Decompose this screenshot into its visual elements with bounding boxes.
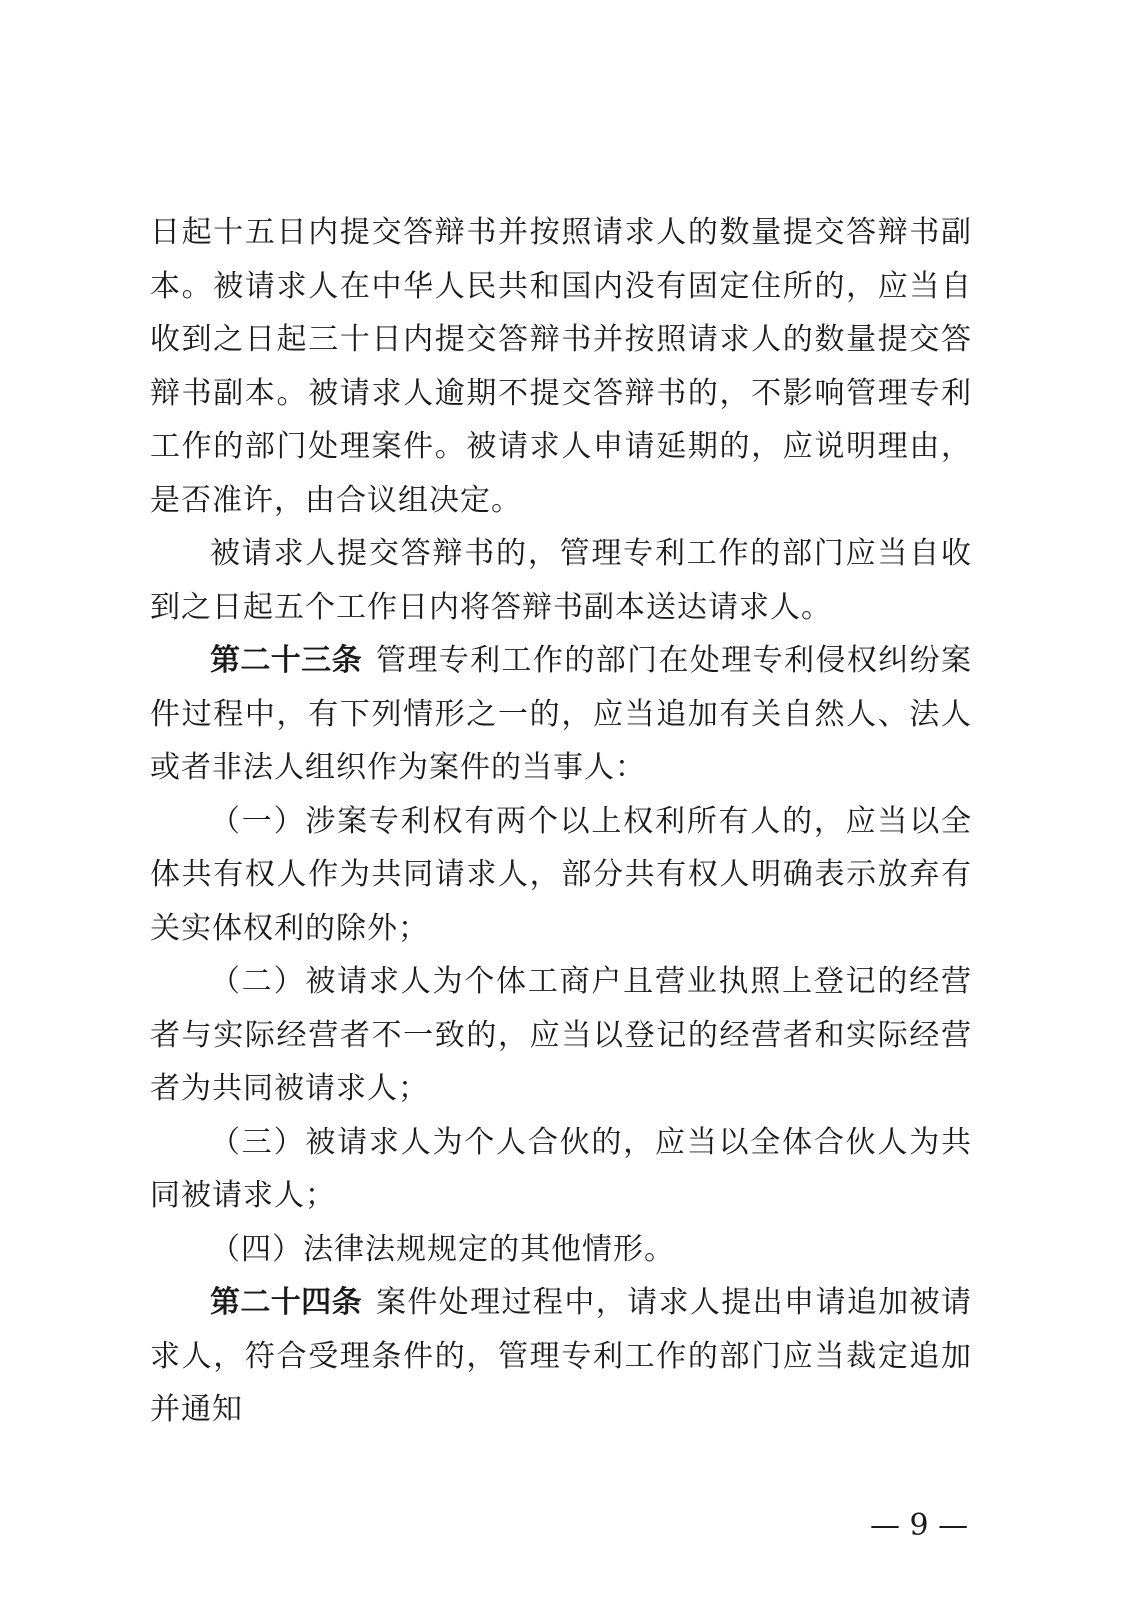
article-24-text: 案件处理过程中，请求人提出申请追加被请求人，符合受理条件的，管理专利工作的部门应当裁定追加并通知	[150, 1285, 973, 1427]
paragraph-article-23	[150, 634, 972, 795]
page-number: — 9 —	[870, 1508, 969, 1543]
list-item-1: （一）涉案专利权有两个以上权利所有人的，应当以全体共有权人作为共同请求人，部分共有权人明确表示放弃有关实体权利的除外；	[150, 803, 972, 946]
list-item-2: （二）被请求人为个体工商户且营业执照上登记的经营者与实际经营者不一致的，应当以登记的经营者和实际经营者为共同被请求人；	[150, 964, 972, 1106]
list-item-4: （四）法律法规规定的其他情形。	[210, 1231, 675, 1267]
paragraph-reply-delivery: 被请求人提交答辩书的，管理专利工作的部门应当自收到之日起五个工作日内将答辩书副本送达请求人。	[150, 536, 972, 625]
list-item-3: （三）被请求人为个人合伙的，应当以全体合伙人为共同被请求人；	[150, 1124, 972, 1213]
paragraph-article-24	[150, 1276, 972, 1437]
paragraph-continuation: 日起十五日内提交答辩书并按照请求人的数量提交答辩书副本。被请求人在中华人民共和国内没有固定住所的，应当自收到之日起三十日内提交答辩书并按照请求人的数量提交答辩书副本。被请求人逾期不提交答辩书的，不影响管理专利工作的部门处理案件。被请求人申请延期的，应说明理由，是否准许，由合议组决定。	[150, 215, 972, 518]
article-23-text: 管理专利工作的部门在处理专利侵权纠纷案件过程中，有下列情形之一的，应当追加有关自然人、法人或者非法人组织作为案件的当事人：	[150, 643, 973, 785]
document-body	[150, 206, 972, 1437]
article-23-title: 第二十三条	[210, 643, 362, 678]
article-24-title: 第二十四条	[210, 1285, 362, 1320]
